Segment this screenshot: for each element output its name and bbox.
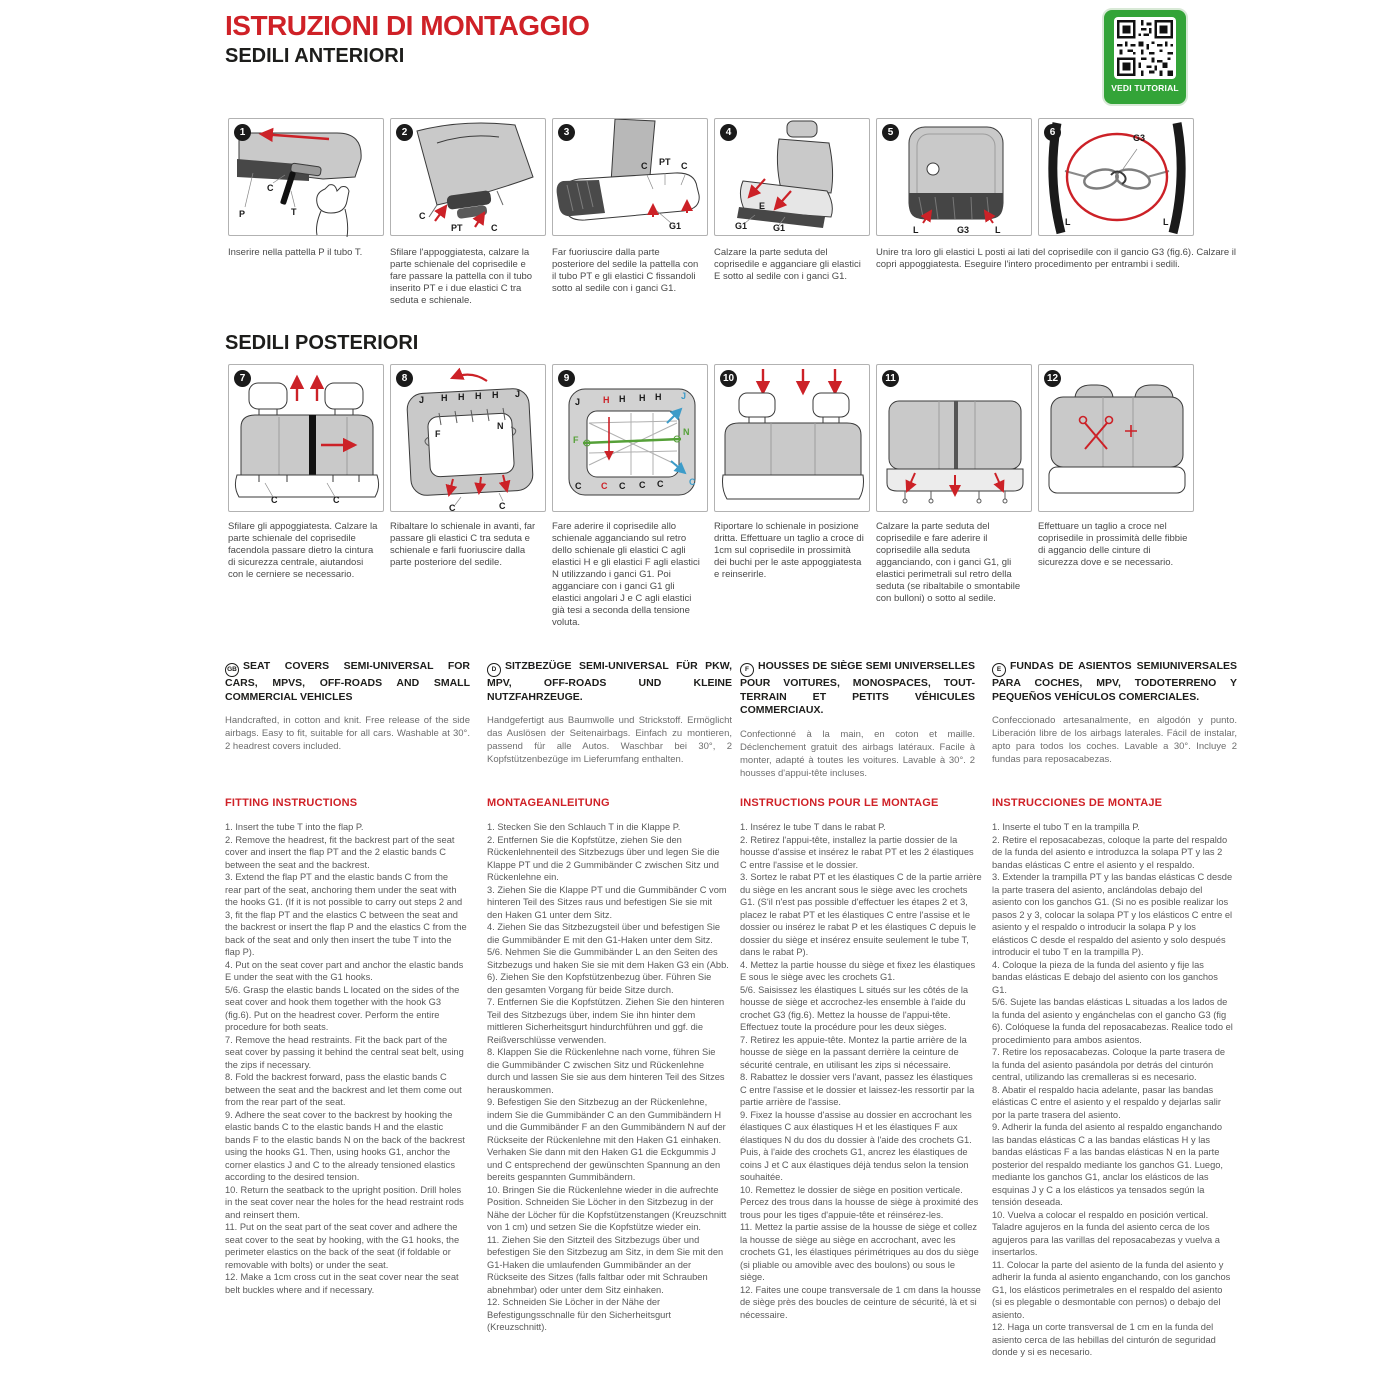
fig-label: L	[995, 225, 1001, 235]
instruction-step: 10. Return the seatback to the upright position. Drill holes in the seat cover near the holes for the head restraint rods and reinsert them.	[225, 1184, 464, 1220]
step-caption-3: Far fuoriuscire dalla parte posteriore del sedile la pattella con il tubo PT e gli elastici C fissandoli sotto al sedile con i ganci G1.	[552, 247, 699, 294]
fig-label: C	[419, 211, 426, 221]
figure-step-6	[1038, 118, 1194, 236]
language-title-text: SITZBEZÜGE SEMI-UNIVERSAL FÜR PKW, MPV, OFF-ROADS UND KLEINE NUTZFAHRZEUGE.	[487, 660, 732, 703]
step-caption-5-6: Unire tra loro gli elastici L posti ai lati del coprisedile con il gancio G3 (fig.6). Calzare il copri appoggiatesta. Eseguire l'intero procedimento per entrambi i sedili.	[876, 247, 1236, 270]
fig-label: G3	[957, 225, 970, 235]
fig-label: J	[515, 389, 521, 399]
fig-label: C	[601, 481, 608, 491]
instruction-step: 11. Put on the seat part of the seat cover and adhere the seat cover to the seat by hooking, with the G1 hooks, the perimeter elastics on the back of the seat (if foldable or removable with bolts) or under the seat.	[225, 1222, 460, 1270]
language-body: Handcrafted, in cotton and knit. Free release of the side airbags. Easy to fit, suitable for all cars. Washable at 30°. 2 headrest covers included.	[225, 715, 470, 752]
figure-illustration	[1039, 119, 1195, 237]
figure-step-5	[876, 118, 1032, 236]
figure-illustration	[553, 119, 709, 237]
instructions-list	[992, 821, 1234, 1359]
instruction-step: 2. Retirez l'appui-tête, installez la partie dossier de la housse d'assise et insérez le rabat PT et les 2 élastiques C entre l'assise et le dossier.	[740, 834, 974, 870]
instruction-step: 4. Mettez la partie housse du siège et fixez les élastiques E sous le siège avec les crochets G1.	[740, 959, 976, 982]
figure-illustration	[391, 119, 547, 237]
fig-label: L	[913, 225, 919, 235]
language-title-text: SEAT COVERS SEMI-UNIVERSAL FOR CARS, MPVS, OFF-ROADS AND SMALL COMMERCIAL VEHICLES	[225, 660, 470, 703]
fig-label: C	[499, 501, 506, 511]
figure-illustration	[229, 119, 385, 237]
figure-illustration	[229, 365, 385, 513]
step-caption-7: Sfilare gli appoggiatesta. Calzare la parte schienale del coprisedile facendola passare dietro la cintura di sicurezza centrale, aiutandosi con le cerniere se necessario.	[228, 521, 378, 580]
fig-label: G1	[735, 221, 748, 231]
language-title-text: HOUSSES DE SIÈGE SEMI UNIVERSELLES POUR VOITURES, MONOSPACES, TOUT-TERRAIN ET PETITS VÉHICULES COMMERCIAUX.	[740, 660, 975, 716]
document-header	[225, 10, 589, 68]
instruction-step: 5/6. Grasp the elastic bands L located on the sides of the seat cover and hook them together with the hook G3 (fig.6). Put on the headrest cover. Perform the entire procedure for both seats.	[225, 984, 460, 1032]
instruction-step: 10. Remettez le dossier de siège en position verticale. Percez des trous dans la housse de siège à proximité des trous pour les tiges d'appuie-tête et réinsérez-les.	[740, 1184, 979, 1220]
step-number-badge: 12	[1044, 370, 1061, 387]
fig-label: H	[492, 390, 499, 400]
fig-label: H	[655, 392, 662, 402]
instruction-step: 7. Remove the head restraints. Fit the back part of the seat cover by passing it behind the central seat belt, using the zips if necessary.	[225, 1034, 464, 1070]
language-body: Confeccionado artesanalmente, en algodón y punto. Liberación libre de los airbags laterales. Fácil de instalar, apto para todos los coches. Lavable a 30°. Incluye 2 fundas para reposacabezas.	[992, 715, 1237, 765]
step-caption-10: Riportare lo schienale in posizione dritta. Effettuare un taglio a croce di 1cm sul coprisedile in prossimità dei buchi per le aste appoggiatesta e reinserirle.	[714, 521, 864, 580]
language-title	[225, 660, 470, 704]
instruction-step: 7. Retire los reposacabezas. Coloque la parte trasera de la funda del asiento pasándola por detrás del cinturón central, utilizando las cremalleras si es necesario.	[992, 1047, 1226, 1082]
instruction-step: 2. Retire el reposacabezas, coloque la parte del respaldo de la funda del asiento e introduzca la solapa PT y las 2 bandas elásticas C entre el asiento y el respaldo.	[992, 834, 1228, 870]
section-title-rear: SEDILI POSTERIORI	[225, 332, 419, 354]
instruction-step: 3. Extend the flap PT and the elastic bands C from the rear part of the seat, anchoring them under the seat with the hooks G1. (If it is not possible to carry out steps 2 and 3, fit the flap PT and the elastics C between the seat and the backrest or insert the flap P and the elastics C from the back of the seat and only then insert the tube T into the flap P).	[225, 872, 467, 957]
instructions-column-de	[487, 797, 729, 1334]
fig-label: F	[573, 435, 579, 445]
instructions-column-es	[992, 797, 1234, 1359]
fig-label: G1	[773, 223, 786, 233]
page-subtitle: SEDILI ANTERIORI	[225, 45, 405, 67]
step-number-badge: 5	[882, 124, 899, 141]
instruction-step: 4. Coloque la pieza de la funda del asiento y fije las bandas elásticas E debajo del asiento con los ganchos G1.	[992, 959, 1218, 995]
step-number-badge: 4	[720, 124, 737, 141]
figure-step-4	[714, 118, 870, 236]
qr-code-icon	[1117, 20, 1173, 76]
qr-label: VEDI TUTORIAL	[1111, 83, 1179, 93]
fig-label: J	[419, 395, 425, 405]
fig-label: N	[497, 421, 504, 431]
language-fr-icon: F	[740, 663, 754, 677]
instruction-step: 9. Befestigen Sie den Sitzbezug an der Rückenlehne, indem Sie die Gummibänder C an den Gummibändern H und die Gummibänder F an den Gummibändern N auf der Rückseite der Rückenlehne mit den Haken G1 einhaken. Verhaken Sie dann mit den Haken G1 die Eckgummis J und C entsprechend der gewünschten Spannung an den bereits gespannten Gummibändern.	[487, 1097, 726, 1182]
figure-illustration	[877, 365, 1033, 513]
fig-label: G3	[1133, 133, 1146, 143]
fig-label: C	[641, 161, 648, 171]
page-title: ISTRUZIONI DI MONTAGGIO	[225, 10, 590, 41]
figure-step-10	[714, 364, 870, 512]
instruction-step: 8. Fold the backrest forward, pass the elastic bands C between the seat and the backrest and let them come out from the rear part of the seat.	[225, 1072, 462, 1107]
language-block-es	[992, 660, 1237, 766]
instructions-header: INSTRUCCIONES DE MONTAJE	[992, 797, 1163, 809]
instruction-step: 8. Klappen Sie die Rückenlehne nach vorne, führen Sie die Gummibänder C zwischen Sitz und Rückenlehne durch und lassen Sie sie aus dem hinteren Teil des Sitzes herauskommen.	[487, 1047, 725, 1095]
fig-label: C	[271, 495, 278, 505]
fig-label: C	[681, 161, 688, 171]
instruction-step: 3. Ziehen Sie die Klappe PT und die Gummibänder C vom hinteren Teil des Sitzes raus und befestigen Sie sie mit den Haken G1 unter dem Sitz.	[487, 884, 727, 920]
instruction-step: 9. Adherir la funda del asiento al respaldo enganchando las bandas elásticas C a las bandas elásticas H y las bandas elásticas F a las bandas elásticas N en la parte posterior del respaldo mediante los ganchos G1. Luego, mediante los ganchos G1, anclar los elásticos de las esquinas J y C a los elásticos ya tensados según la tensión deseada.	[992, 1122, 1224, 1207]
figure-illustration	[715, 119, 871, 237]
instruction-step: 12. Faites une coupe transversale de 1 cm dans la housse de siège près des boucles de ceinture de sécurité, là et si nécessaire.	[740, 1284, 981, 1320]
instruction-step: 1. Inserte el tubo T en la trampilla P.	[992, 822, 1140, 832]
instructions-list	[487, 821, 729, 1334]
figure-step-11	[876, 364, 1032, 512]
instruction-step: 7. Retirez les appuie-tête. Montez la partie arrière de la housse de siège en la passant derrière la ceinture de sécurité centrale, en utilisant les zips si nécessaire.	[740, 1034, 967, 1070]
figure-step-3	[552, 118, 708, 236]
fig-label: C	[491, 223, 498, 233]
instruction-step: 10. Bringen Sie die Rückenlehne wieder in die aufrechte Position. Schneiden Sie Löcher in den Sitzbezug in der Nähe der Löcher für die Kopfstützenstangen (Kreuzschnitt von 1 cm) und setzen Sie die Kopfstütze wieder ein.	[487, 1184, 727, 1232]
instructions-column-fr	[740, 797, 982, 1321]
language-body: Confectionné à la main, en coton et maille. Déclenchement gratuit des airbags latéraux. Facile à monter, adapté à toutes les voitures. Lavable à 30°. 2 housses d'appui-tête incluses.	[740, 728, 975, 779]
language-title	[992, 660, 1237, 704]
instruction-step: 12. Make a 1cm cross cut in the seat cover near the seat belt buckles where and if necessary.	[225, 1272, 459, 1295]
fig-label: H	[619, 394, 626, 404]
instruction-step: 5/6. Nehmen Sie die Gummibänder L an den Seiten des Sitzbezugs und haken Sie sie mit dem Haken G3 ein (Abb. 6). Ziehen Sie den Kopfstützenbezug über. Führen Sie den gesamten Vorgang für beide Sitze durch.	[487, 947, 729, 995]
instruction-step: 2. Remove the headrest, fit the backrest part of the seat cover and insert the flap PT and the 2 elastic bands C between the seat and the backrest.	[225, 834, 455, 870]
fig-label: C	[333, 495, 340, 505]
fig-label: PT	[659, 157, 671, 167]
fig-label: L	[1065, 217, 1071, 227]
fig-label: PT	[451, 223, 463, 233]
language-block-fr	[740, 660, 975, 780]
language-de-icon: D	[487, 663, 501, 677]
language-body: Handgefertigt aus Baumwolle und Strickstoff. Ermöglicht das Auslösen der Seitenairbags. Einfach zu montieren, passend für alle Autos. Waschbar bei 30°, 2 Kopfstützenbezüge im Lieferumfang enthalten.	[487, 715, 732, 765]
step-caption-4: Calzare la parte seduta del coprisedile e agganciare gli elastici E sotto al sedile con i ganci G1.	[714, 247, 861, 282]
fig-label: C	[639, 480, 646, 490]
fig-label: J	[575, 397, 581, 407]
instruction-step: 2. Entfernen Sie die Kopfstütze, ziehen Sie den Rückenlehnenteil des Sitzbezugs über und legen Sie die Klappe PT und die 2 Gummibänder C zwischen Sitz und Rückenlehne ein.	[487, 834, 720, 882]
step-caption-8: Ribaltare lo schienale in avanti, far passare gli elastici C tra seduta e schienale e farli fuoriuscire dalla parte posteriore del sedile.	[390, 521, 536, 568]
step-number-badge: 3	[558, 124, 575, 141]
figure-illustration	[715, 365, 871, 513]
instruction-step: 7. Entfernen Sie die Kopfstützen. Ziehen Sie den hinteren Teil des Sitzbezugs über, indem Sie ihn hinter dem mittleren Sicherheitsgurt hindurchführen und ggf. die Reißverschlüsse verwenden.	[487, 997, 725, 1045]
step-number-badge: 6	[1044, 124, 1061, 141]
fig-label: C	[657, 479, 664, 489]
step-caption-2: Sfilare l'appoggiatesta, calzare la parte schienale del coprisedile e fare passare la pattella con il tubo inserito PT e i due elastici C tra seduta e schienale.	[390, 247, 533, 306]
step-number-badge: 11	[882, 370, 899, 387]
figure-illustration	[1039, 365, 1195, 513]
figure-step-12	[1038, 364, 1194, 512]
instruction-step: 5/6. Saisissez les élastiques L situés sur les côtés de la housse de siège et accrochez-les ensemble à l'aide du crochet G3 (fig.6). Mettez la housse de l'appui-tête. Effectuez toute la procédure pour les deux sièges.	[740, 984, 969, 1032]
instruction-step: 3. Sortez le rabat PT et les élastiques C de la partie arrière du siège en les ancrant sous le siège avec les crochets G1. (S'il n'est pas possible d'effectuer les étapes 2 et 3, placez le rabat PT et les élastiques C entre l'assise et le dossier ou insérez le rabat P et les élastiques C depuis le dossier du siège et insérez ensuite seulement le tube T, dans le rabat P).	[740, 872, 982, 957]
instruction-step: 8. Abatir el respaldo hacia adelante, pasar las bandas elásticas C entre el asiento y el respaldo y dejarlas salir por la parte trasera del asiento.	[992, 1084, 1221, 1120]
fig-label: L	[1163, 217, 1169, 227]
fig-label: C	[619, 481, 626, 491]
instruction-step: 10. Vuelva a colocar el respaldo en posición vertical. Taladre agujeros en la funda del asiento cerca de los agujeros para las varillas del reposacabezas y vuelva a insertarlos.	[992, 1209, 1220, 1257]
instructions-header: FITTING INSTRUCTIONS	[225, 797, 358, 809]
step-number-badge: 2	[396, 124, 413, 141]
instruction-step: 11. Ziehen Sie den Sitzteil des Sitzbezugs über und befestigen Sie den Sitzbezug am Sitz, in dem Sie mit den G1-Haken die umlaufenden Gummibänder an der Rückseite des Sitzes (falls faltbar oder mit Schrauben abnehmbar) oder unter dem Sitz einhaken.	[487, 1234, 724, 1295]
fig-label: G1	[669, 221, 682, 231]
instruction-step: 4. Ziehen Sie das Sitzbezugsteil über und befestigen Sie die Gummibänder E mit den G1-Haken unter dem Sitz.	[487, 922, 721, 945]
figure-step-1	[228, 118, 384, 236]
figure-illustration	[391, 365, 547, 513]
instruction-step: 8. Rabattez le dossier vers l'avant, passez les élastiques C entre l'assise et le dossier et laissez-les ressortir par la partie arrière de l'assise.	[740, 1072, 975, 1107]
step-caption-11: Calzare la parte seduta del coprisedile e fare aderire il coprisedile alla seduta agganciando, con i ganci G1, gli elastici perimetrali sul retro della seduta (se ribaltabile o smontabile con bulloni) o sotto al sedile.	[876, 521, 1021, 604]
qr-code	[1114, 17, 1176, 79]
step-number-badge: 1	[234, 124, 251, 141]
fig-label: P	[239, 209, 246, 219]
language-title	[740, 660, 975, 718]
instructions-list	[740, 821, 982, 1321]
instruction-step: 1. Insert the tube T into the flap P.	[225, 822, 364, 832]
instruction-step: 4. Put on the seat cover part and anchor the elastic bands E under the seat with the G1 hooks.	[225, 959, 464, 982]
language-gb-icon: GB	[225, 663, 239, 677]
qr-tutorial-badge	[1102, 8, 1188, 106]
fig-label: H	[441, 393, 448, 403]
fig-label: H	[458, 392, 465, 402]
fig-label: C	[267, 183, 274, 193]
fig-label: H	[603, 395, 610, 405]
fig-label: T	[291, 207, 297, 217]
instruction-step: 5/6. Sujete las bandas elásticas L situadas a los lados de la funda del asiento y engánchelas con el gancho G3 (fig 6). Colóquese la funda del reposacabezas. Realice todo el procedimiento para ambos asientos.	[992, 997, 1233, 1045]
fig-label: C	[689, 477, 696, 487]
step-number-badge: 9	[558, 370, 575, 387]
instruction-step: 12. Haga un corte transversal de 1 cm en la funda del asiento cerca de las hebillas del cinturón de seguridad donde y si es necesario.	[992, 1322, 1216, 1357]
fig-label: H	[639, 393, 646, 403]
language-title	[487, 660, 732, 704]
fig-label: E	[759, 201, 766, 211]
language-block-gb	[225, 660, 470, 753]
step-number-badge: 8	[396, 370, 413, 387]
fig-label: C	[575, 481, 582, 491]
fig-label: H	[475, 391, 482, 401]
instruction-step: 9. Adhere the seat cover to the backrest by hooking the elastic bands C to the elastic bands H and the elastic bands F to the elastic bands N on the back of the backrest using the hooks G1. Then, using hooks G1, anchor the corner elastics J and C to the already tensioned elastics according to the desired tension.	[225, 1109, 465, 1182]
language-title-text: FUNDAS DE ASIENTOS SEMIUNIVERSALES PARA COCHES, MPV, TODOTERRENO Y PEQUEÑOS VEHÍCULOS COMERCIALES.	[992, 660, 1237, 703]
instruction-step: 3. Extender la trampilla PT y las bandas elásticas C desde la parte trasera del asiento, anclándolas debajo del asiento con los ganchos G1. (Si no es posible realizar los pasos 2 y 3, colocar la solapa PT y los elásticos C entre el asiento y el respaldo o introducir la solapa P y los elásticos C desde el respaldo del asiento y solo después introducir el tubo T en la trampilla P).	[992, 872, 1233, 957]
instruction-step: 12. Schneiden Sie Löcher in der Nähe der Befestigungsschnalle für den Sicherheitsgurt (Kreuzschnitt).	[487, 1297, 671, 1332]
language-block-de	[487, 660, 732, 766]
instructions-header: MONTAGEANLEITUNG	[487, 797, 610, 809]
instruction-step: 9. Fixez la housse d'assise au dossier en accrochant les élastiques C aux élastiques H et les élastiques F aux élastiques N du dos du dossier à l'aide des crochets G1. Puis, à l'aide des crochets G1, ancrez les élastiques de coins J et C aux élastiques déjà tendus selon la tension souhaitée.	[740, 1109, 972, 1182]
fig-label: F	[435, 429, 441, 439]
figure-step-2	[390, 118, 546, 236]
fig-label: N	[683, 427, 690, 437]
step-caption-1: Inserire nella pattella P il tubo T.	[228, 247, 363, 258]
step-caption-12: Effettuare un taglio a croce nel coprisedile in prossimità delle fibbie di aggancio delle cinture di sicurezza dove e se necessario.	[1038, 521, 1188, 568]
step-caption-9: Fare aderire il coprisedile allo schienale agganciando sul retro dello schienale gli elastici C agli elastici H e gli elastici F agli elastici N utilizzando i ganci G1. Poi agganciare con i ganci G1 gli elastici angolari J e C agli elastici già tesi a seconda della tensione voluta.	[552, 521, 700, 628]
instruction-step: 11. Colocar la parte del asiento de la funda del asiento y adherir la funda al asiento enganchando, con los ganchos G1, los elásticos perimetrales en el respaldo del asiento (si es plegable o desmontable con pernos) o debajo del asiento.	[992, 1259, 1231, 1320]
instructions-column-en	[225, 797, 467, 1296]
step-number-badge: 10	[720, 370, 737, 387]
figure-step-9	[552, 364, 708, 512]
fig-label: J	[681, 391, 687, 401]
figure-step-7	[228, 364, 384, 512]
instruction-step: 1. Stecken Sie den Schlauch T in die Klappe P.	[487, 822, 681, 832]
instructions-header: INSTRUCTIONS POUR LE MONTAGE	[740, 797, 939, 809]
figure-illustration	[877, 119, 1033, 237]
figure-step-8	[390, 364, 546, 512]
instruction-step: 11. Mettez la partie assise de la housse de siège et collez la housse de siège au siège en accrochant, avec les crochets G1, les élastiques périmétriques au dos du siège (si pliable ou amovible avec des boulons) ou sous le siège.	[740, 1222, 979, 1282]
instructions-list	[225, 821, 467, 1296]
instruction-step: 1. Insérez le tube T dans le rabat P.	[740, 822, 886, 832]
language-es-icon: E	[992, 663, 1006, 677]
fig-label: C	[449, 503, 456, 513]
step-number-badge: 7	[234, 370, 251, 387]
